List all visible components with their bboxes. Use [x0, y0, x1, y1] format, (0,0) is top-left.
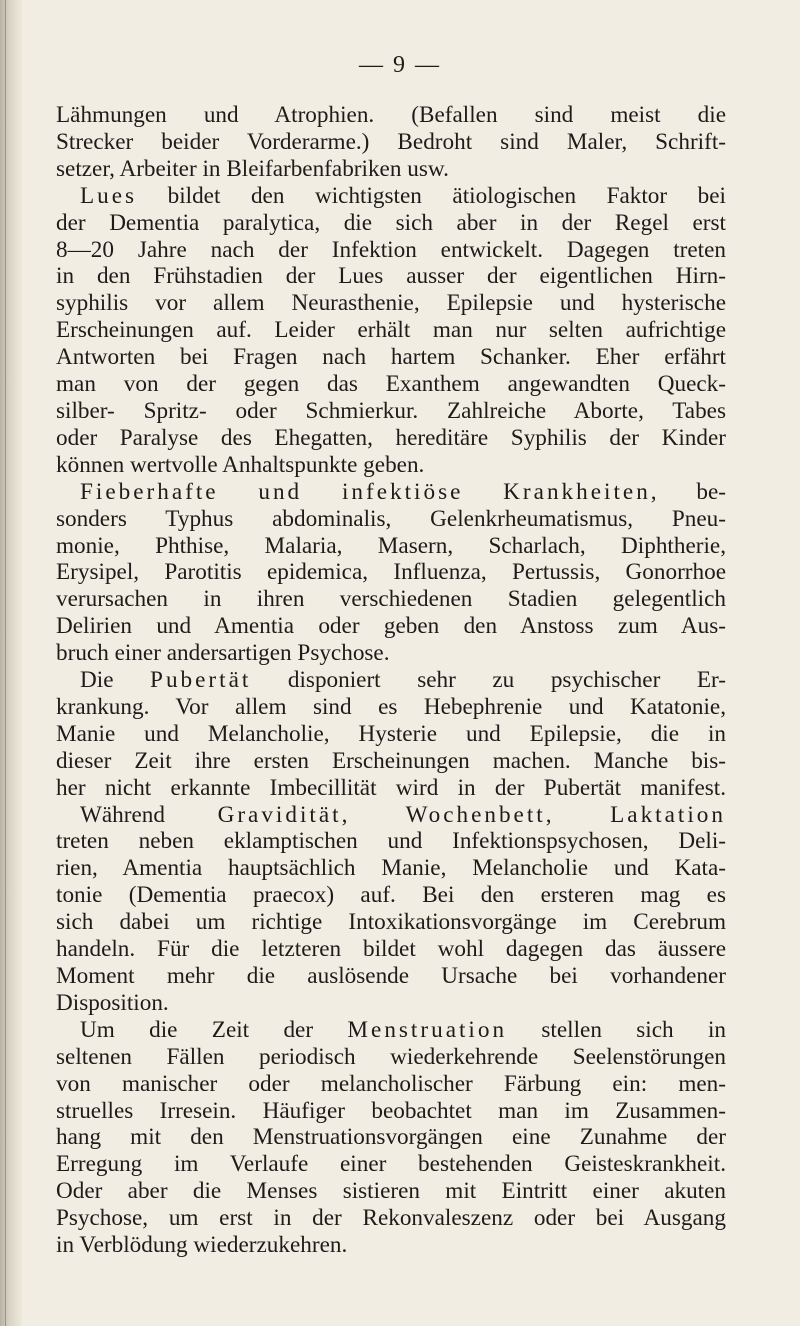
text-line: dieser Zeit ihre ersten Erscheinungen machen. Manche bis-: [56, 747, 726, 774]
paragraph-lead-palsy: [56, 102, 726, 183]
paragraph-febrile-diseases: [56, 479, 726, 667]
text-fragment: Um die Zeit der: [80, 1016, 348, 1043]
text-fragment: stellen sich in: [507, 1016, 726, 1043]
text-line: verursachen in ihren verschiedenen Stadien gelegentlich: [56, 586, 726, 613]
paragraph-puberty: [56, 667, 726, 802]
text-line: rien, Amentia hauptsächlich Manie, Melancholie und Kata-: [56, 855, 726, 882]
text-line: tonie (Dementia praecox) auf. Bei den ersteren mag es: [56, 882, 726, 909]
text-line: Erysipel, Parotitis epidemica, Influenza, Pertussis, Gonorrhoe: [56, 559, 726, 586]
page-number: — 9 —: [359, 52, 441, 78]
text-line: Strecker beider Vorderarme.) Bedroht sind Maler, Schrift-: [56, 128, 726, 155]
text-line: Moment mehr die auslösende Ursache bei vorhandener: [56, 963, 726, 989]
text-line: bruch einer andersartigen Psychose.: [56, 640, 390, 667]
spaced-heading-term: Gravidität, Wochenbett, Laktation: [217, 801, 726, 828]
spaced-heading-term: Lues: [80, 182, 138, 209]
document-body: [56, 102, 726, 1259]
text-line: sich dabei um richtige Intoxikationsvorgänge im Cerebrum: [56, 909, 726, 936]
text-line: Erregung im Verlaufe einer bestehenden Geisteskrankheit.: [56, 1151, 726, 1178]
text-line: von manischer oder melancholischer Färbung ein: men-: [56, 1070, 726, 1097]
text-line: [56, 183, 726, 210]
text-line: Erscheinungen auf. Leider erhält man nur selten aufrichtige: [56, 317, 726, 344]
text-fragment: Während: [80, 801, 218, 828]
text-line: der Dementia paralytica, die sich aber in der Regel erst: [56, 209, 726, 236]
text-line: Oder aber die Menses sistieren mit Eintritt einer akuten: [56, 1178, 726, 1205]
text-line: Manie und Melancholie, Hysterie und Epilepsie, die in: [56, 720, 726, 747]
paragraph-menstruation: [56, 1017, 726, 1259]
page-binding-edge: [0, 0, 22, 1326]
spaced-heading-term: Fieberhafte und infektiöse Krankheiten,: [80, 478, 660, 505]
text-line: seltenen Fällen periodisch wiederkehrende Seelenstörungen: [56, 1043, 726, 1070]
text-line: [56, 667, 726, 694]
text-line: hang mit den Menstruationsvorgängen eine Zunahme der: [56, 1124, 726, 1151]
text-fragment: Die: [80, 667, 151, 694]
text-line: [56, 1017, 726, 1044]
text-line: Psychose, um erst in der Rekonvaleszenz oder bei Ausgang: [56, 1205, 726, 1232]
text-line: struelles Irresein. Häufiger beobachtet man im Zusammen-: [56, 1097, 726, 1124]
text-line: können wertvolle Anhaltspunkte geben.: [56, 451, 425, 478]
text-line: in Verblödung wiederzukehren.: [56, 1232, 348, 1259]
text-line: Disposition.: [56, 989, 169, 1016]
text-line: in den Frühstadien der Lues ausser der eigentlichen Hirn-: [56, 263, 726, 290]
text-line: treten neben eklamptischen und Infektionspsychosen, Deli-: [56, 828, 726, 855]
text-line: Delirien und Amentia oder geben den Anstoss zum Aus-: [56, 613, 726, 640]
text-fragment: be-: [659, 478, 726, 505]
text-line: oder Paralyse des Ehegatten, hereditäre Syphilis der Kinder: [56, 424, 726, 451]
text-line: 8—20 Jahre nach der Infektion entwickelt. Dagegen treten: [56, 236, 726, 263]
text-line: handeln. Für die letzteren bildet wohl dagegen das äussere: [56, 936, 726, 963]
text-line: setzer, Arbeiter in Bleifarbenfabriken usw.: [56, 155, 449, 182]
text-line: syphilis vor allem Neurasthenie, Epilepsie und hysterische: [56, 290, 726, 317]
binding-shadow-line: [5, 0, 6, 1326]
text-line: man von der gegen das Exanthem angewandten Queck-: [56, 371, 726, 398]
spaced-heading-term: Pubertät: [150, 667, 252, 694]
text-fragment: bildet den wichtigsten ätiologischen Faktor bei: [137, 182, 726, 209]
text-line: Lähmungen und Atrophien. (Befallen sind meist die: [56, 102, 726, 128]
spaced-heading-term: Menstruation: [347, 1016, 508, 1043]
text-line: monie, Phthise, Malaria, Masern, Scharlach, Diphtherie,: [56, 532, 726, 559]
text-line: her nicht erkannte Imbecillität wird in der Pubertät manifest.: [56, 774, 726, 801]
text-line: silber- Spritz- oder Schmierkur. Zahlreiche Aborte, Tabes: [56, 397, 726, 424]
paragraph-lues: [56, 183, 726, 479]
text-line: [56, 802, 726, 829]
text-line: krankung. Vor allem sind es Hebephrenie und Katatonie,: [56, 693, 726, 720]
paragraph-pregnancy: [56, 802, 726, 1017]
text-line: [56, 479, 726, 506]
text-line: Antworten bei Fragen nach hartem Schanker. Eher erfährt: [56, 344, 726, 371]
text-fragment: disponiert sehr zu psychischer Er-: [251, 667, 726, 694]
text-line: sonders Typhus abdominalis, Gelenkrheumatismus, Pneu-: [56, 505, 726, 532]
